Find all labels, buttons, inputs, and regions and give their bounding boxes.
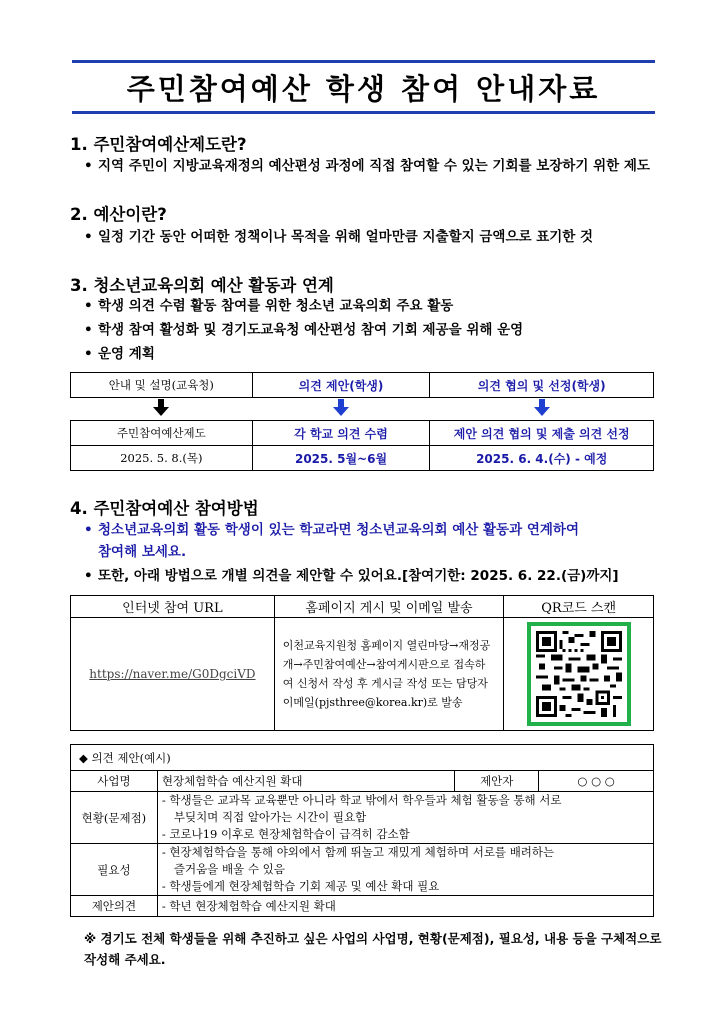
qr-cell bbox=[504, 618, 654, 731]
footnote: ※ 경기도 전체 학생들을 위해 추진하고 싶은 사업의 사업명, 현황(문제점), 필요성, 내용 등을 구체적으로 작성해 주세요. bbox=[84, 931, 662, 967]
participation-header-qr: QR코드 스캔 bbox=[504, 596, 654, 618]
need-line: 즐거움을 배울 수 있음 bbox=[173, 862, 285, 876]
arrow-cell-3 bbox=[430, 398, 654, 421]
example-status-label: 현황(문제점) bbox=[71, 792, 158, 844]
bullet-text: 일정 기간 동안 어떠한 정책이나 목적을 위해 얼마만큼 지출할지 금액으로 표기한 것 bbox=[98, 229, 594, 245]
section-1-heading: 1. 주민참여예산제도란? bbox=[70, 135, 247, 154]
plan-row1-col1: 주민참여예산제도 bbox=[71, 421, 253, 446]
participation-header-homepage: 홈페이지 게시 및 이메일 발송 bbox=[274, 596, 503, 618]
section-3-bullet-3: • 운영 계획 bbox=[84, 346, 155, 362]
plan-row1-col2: 각 학교 의견 수렴 bbox=[252, 421, 430, 446]
example-project-value: 현장체험학습 예산지원 확대 bbox=[157, 771, 454, 792]
bullet-text: 운영 계획 bbox=[98, 346, 155, 362]
example-caption: ◆ 의견 제안(예시) bbox=[71, 745, 654, 771]
section-4-bullet-1: • 청소년교육의회 활동 학생이 있는 학교라면 청소년교육의회 예산 활동과 연계하여 bbox=[84, 522, 579, 538]
example-project-label: 사업명 bbox=[71, 771, 158, 792]
section-2-heading: 2. 예산이란? bbox=[70, 205, 167, 224]
plan-row2-col1: 2025. 5. 8.(목) bbox=[71, 446, 253, 471]
example-opinion-value: - 학년 현장체험학습 예산지원 확대 bbox=[157, 896, 653, 917]
plan-header-3: 의견 협의 및 선정(학생) bbox=[430, 373, 654, 398]
section-1-bullet: • 지역 주민이 지방교육재정의 예산편성 과정에 직접 참여할 수 있는 기회를 보장하기 위한 제도 bbox=[84, 158, 650, 174]
section-3-bullet-1: • 학생 의견 수렴 활동 참여를 위한 청소년 교육의회 주요 활동 bbox=[84, 298, 454, 314]
plan-table bbox=[70, 372, 654, 471]
plan-row1-col3: 제안 의견 협의 및 제출 의견 선정 bbox=[430, 421, 654, 446]
example-table bbox=[70, 744, 654, 917]
plan-header-2: 의견 제안(학생) bbox=[252, 373, 430, 398]
bullet-text: 학생 참여 활성화 및 경기도교육청 예산편성 참여 기회 제공을 위해 운영 bbox=[98, 322, 524, 338]
down-arrow-icon bbox=[153, 399, 169, 417]
need-line: - 현장체험학습을 통해 야외에서 함께 뛰놀고 재밌게 체험하며 서로를 배려하는 bbox=[161, 845, 555, 859]
section-4-heading: 4. 주민참여예산 참여방법 bbox=[70, 499, 259, 518]
section-4-bullet-2: • 또한, 아래 방법으로 개별 의견을 제안할 수 있어요.[참여기한: 2025. 6. 22.(금)까지] bbox=[84, 568, 619, 584]
example-need-label: 필요성 bbox=[71, 844, 158, 896]
section-3-bullet-2: • 학생 참여 활성화 및 경기도교육청 예산편성 참여 기회 제공을 위해 운영 bbox=[84, 322, 524, 338]
status-line: - 학생들은 교과목 교육뿐만 아니라 학교 밖에서 학우들과 체험 활동을 통해 서로 bbox=[161, 793, 562, 807]
example-need-content bbox=[157, 844, 653, 896]
plan-row2-col3: 2025. 6. 4.(수) - 예정 bbox=[430, 446, 654, 471]
bullet-text: 또한, 아래 방법으로 개별 의견을 제안할 수 있어요.[참여기한: 2025. 6. 22.(금)까지] bbox=[98, 568, 619, 584]
need-line: - 학생들에게 현장체험학습 기회 제공 및 예산 확대 필요 bbox=[161, 879, 440, 893]
homepage-text: 이천교육지원청 홈페이지 열린마당→재정공개→주민참여예산→참여게시판으로 접속하여 신청서 작성 후 게시글 작성 또는 담당자 이메일(pjsthree@korea.kr)로 발송 bbox=[274, 618, 503, 731]
bullet-text: 청소년교육의회 활동 학생이 있는 학교라면 청소년교육의회 예산 활동과 연계하여 bbox=[98, 522, 579, 538]
section-2-bullet: • 일정 기간 동안 어떠한 정책이나 목적을 위해 얼마만큼 지출할지 금액으로 표기한 것 bbox=[84, 229, 594, 245]
down-arrow-icon bbox=[333, 399, 349, 417]
arrow-cell-2 bbox=[252, 398, 430, 421]
participation-url-link[interactable]: https://naver.me/G0DgciVD bbox=[89, 667, 256, 681]
bullet-text: 학생 의견 수렴 활동 참여를 위한 청소년 교육의회 주요 활동 bbox=[98, 298, 454, 314]
example-proposer-label: 제안자 bbox=[455, 771, 539, 792]
status-line: - 코로나19 이후로 현장체험학습이 급격히 감소함 bbox=[161, 827, 410, 841]
section-4-bullet-1-cont: 참여해 보세요. bbox=[98, 544, 187, 560]
plan-row2-col2: 2025. 5월~6월 bbox=[252, 446, 430, 471]
bullet-text: 지역 주민이 지방교육재정의 예산편성 과정에 직접 참여할 수 있는 기회를 보장하기 위한 제도 bbox=[98, 158, 650, 174]
example-status-content bbox=[157, 792, 653, 844]
down-arrow-icon bbox=[534, 399, 550, 417]
section-3-heading: 3. 청소년교육의회 예산 활동과 연계 bbox=[70, 276, 334, 295]
plan-header-1: 안내 및 설명(교육청) bbox=[71, 373, 253, 398]
status-line: 부딪치며 직접 알아가는 시간이 필요함 bbox=[173, 810, 367, 824]
qr-code-icon bbox=[536, 631, 622, 717]
qr-frame[interactable] bbox=[527, 622, 631, 726]
participation-header-url: 인터넷 참여 URL bbox=[71, 596, 275, 618]
page-title: 주민참여예산 학생 참여 안내자료 bbox=[126, 71, 601, 106]
arrow-cell-1 bbox=[71, 398, 253, 421]
url-cell bbox=[71, 618, 275, 731]
example-proposer-value: ○ ○ ○ bbox=[539, 771, 654, 792]
title-box bbox=[72, 60, 655, 114]
participation-table bbox=[70, 595, 654, 731]
example-opinion-label: 제안의견 bbox=[71, 896, 158, 917]
